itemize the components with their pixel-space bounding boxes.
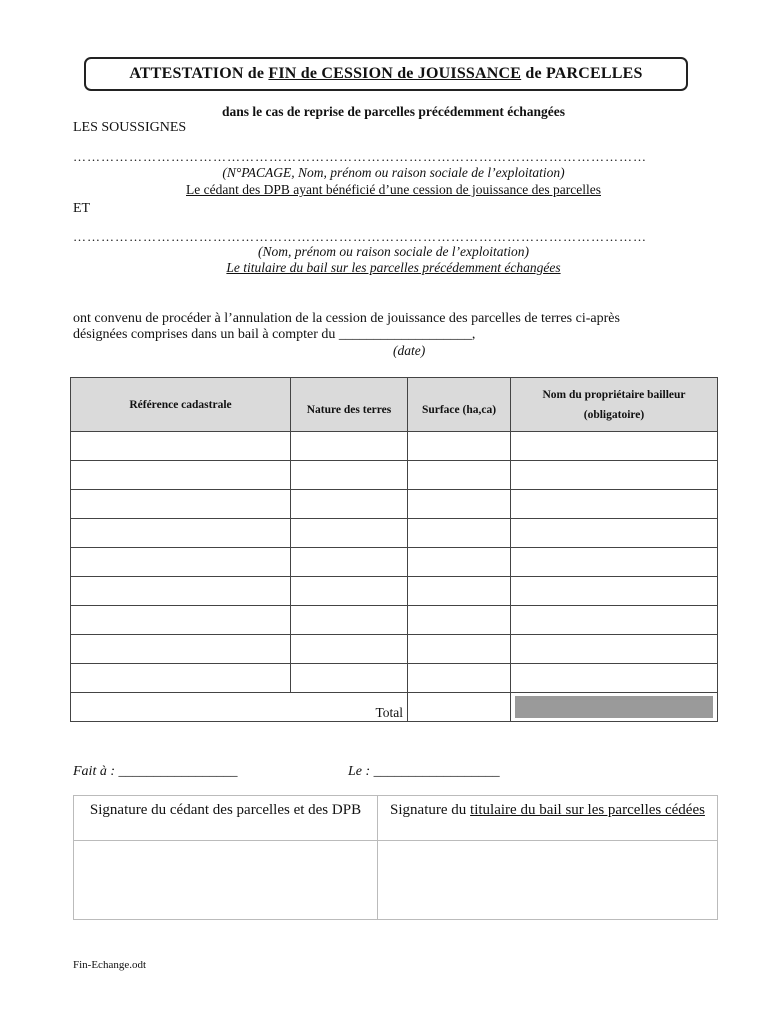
titulaire-hint: (Nom, prénom ou raison sociale de l’exploitation) [257, 244, 530, 259]
cell-nature[interactable] [291, 548, 408, 577]
cell-nature[interactable] [291, 577, 408, 606]
cell-reference[interactable] [71, 519, 291, 548]
cell-reference[interactable] [71, 606, 291, 635]
signature-area-row [74, 841, 718, 920]
cell-reference[interactable] [71, 490, 291, 519]
cell-proprietaire[interactable] [511, 577, 718, 606]
titulaire-role: Le titulaire du bail sur les parcelles précédemment échangées [226, 260, 561, 275]
signature-titulaire-prefix: Signature du [390, 802, 467, 818]
title-part-2: FIN de CESSION de JOUISSANCE [268, 65, 522, 82]
signature-cedant-label: Signature du cédant des parcelles et des DPB [74, 796, 378, 841]
cell-nature[interactable] [291, 519, 408, 548]
cell-proprietaire[interactable] [511, 490, 718, 519]
cell-reference[interactable] [71, 664, 291, 693]
header-proprietaire [511, 378, 718, 432]
subtitle: dans le cas de reprise de parcelles précédemment échangées [222, 104, 565, 119]
cell-proprietaire[interactable] [511, 606, 718, 635]
cell-surface[interactable] [408, 432, 511, 461]
cell-reference[interactable] [71, 548, 291, 577]
cell-surface[interactable] [408, 664, 511, 693]
cell-surface[interactable] [408, 577, 511, 606]
cell-surface[interactable] [408, 519, 511, 548]
cell-proprietaire[interactable] [511, 461, 718, 490]
signature-titulaire-underlined: titulaire du bail sur les parcelles cédées [470, 802, 705, 818]
body-line-2: désignées comprises dans un bail à compter du ___________________, [73, 327, 476, 342]
cell-proprietaire[interactable] [511, 432, 718, 461]
header-surface: Surface (ha,ca) [408, 378, 511, 432]
cedant-dots-line: …………………………………………………………………………………………………………… [73, 149, 647, 164]
cell-proprietaire[interactable] [511, 548, 718, 577]
title-part-3: de PARCELLES [525, 65, 643, 82]
cell-reference[interactable] [71, 577, 291, 606]
cedant-hint: (N°PACAGE, Nom, prénom ou raison sociale de l’exploitation) [222, 165, 565, 180]
cell-surface[interactable] [408, 548, 511, 577]
parcels-table [70, 377, 718, 722]
signature-titulaire-area[interactable] [378, 841, 718, 920]
total-surface[interactable] [408, 693, 511, 722]
cell-reference[interactable] [71, 635, 291, 664]
soussignes-label: LES SOUSSIGNES [73, 120, 187, 135]
cell-nature[interactable] [291, 606, 408, 635]
table-row [71, 635, 718, 664]
shaded-fill [515, 696, 713, 718]
table-row [71, 490, 718, 519]
cell-proprietaire[interactable] [511, 519, 718, 548]
table-row [71, 548, 718, 577]
cell-surface[interactable] [408, 635, 511, 664]
cell-nature[interactable] [291, 432, 408, 461]
cell-nature[interactable] [291, 664, 408, 693]
cell-surface[interactable] [408, 490, 511, 519]
footer-filename: Fin-Echange.odt [73, 959, 147, 971]
document-title [84, 57, 688, 91]
cell-surface[interactable] [408, 606, 511, 635]
cell-nature[interactable] [291, 490, 408, 519]
body-line-1: ont convenu de procéder à l’annulation de la cession de jouissance des parcelles de terres ci-après [73, 311, 620, 326]
table-header-row [71, 378, 718, 432]
header-reference: Référence cadastrale [71, 378, 291, 432]
date-hint: (date) [393, 343, 426, 358]
table-row [71, 461, 718, 490]
titulaire-dots-line: …………………………………………………………………………………………………………… [73, 229, 647, 244]
table-row [71, 664, 718, 693]
signature-cedant-area[interactable] [74, 841, 378, 920]
total-label: Total [71, 693, 408, 722]
header-nature: Nature des terres [291, 378, 408, 432]
header-proprietaire-label: Nom du propriétaire bailleur [542, 388, 686, 401]
table-row [71, 432, 718, 461]
header-obligatoire: (obligatoire) [583, 408, 645, 421]
total-proprietaire-shaded [511, 693, 718, 722]
table-row [71, 577, 718, 606]
signature-header-row [74, 796, 718, 841]
cell-proprietaire[interactable] [511, 635, 718, 664]
title-part-1: ATTESTATION de [129, 65, 265, 82]
table-row [71, 606, 718, 635]
cell-surface[interactable] [408, 461, 511, 490]
cell-reference[interactable] [71, 461, 291, 490]
cell-nature[interactable] [291, 635, 408, 664]
et-label: ET [73, 201, 91, 216]
cedant-role: Le cédant des DPB ayant bénéficié d’une cession de jouissance des parcelles [186, 182, 601, 197]
cell-nature[interactable] [291, 461, 408, 490]
cell-reference[interactable] [71, 432, 291, 461]
cell-proprietaire[interactable] [511, 664, 718, 693]
signature-titulaire-label [378, 796, 718, 841]
table-total-row [71, 693, 718, 722]
signature-table [73, 795, 718, 920]
fait-a-field[interactable]: Fait à : _________________ [73, 764, 238, 779]
table-row [71, 519, 718, 548]
date-le-field[interactable]: Le : __________________ [348, 764, 500, 779]
